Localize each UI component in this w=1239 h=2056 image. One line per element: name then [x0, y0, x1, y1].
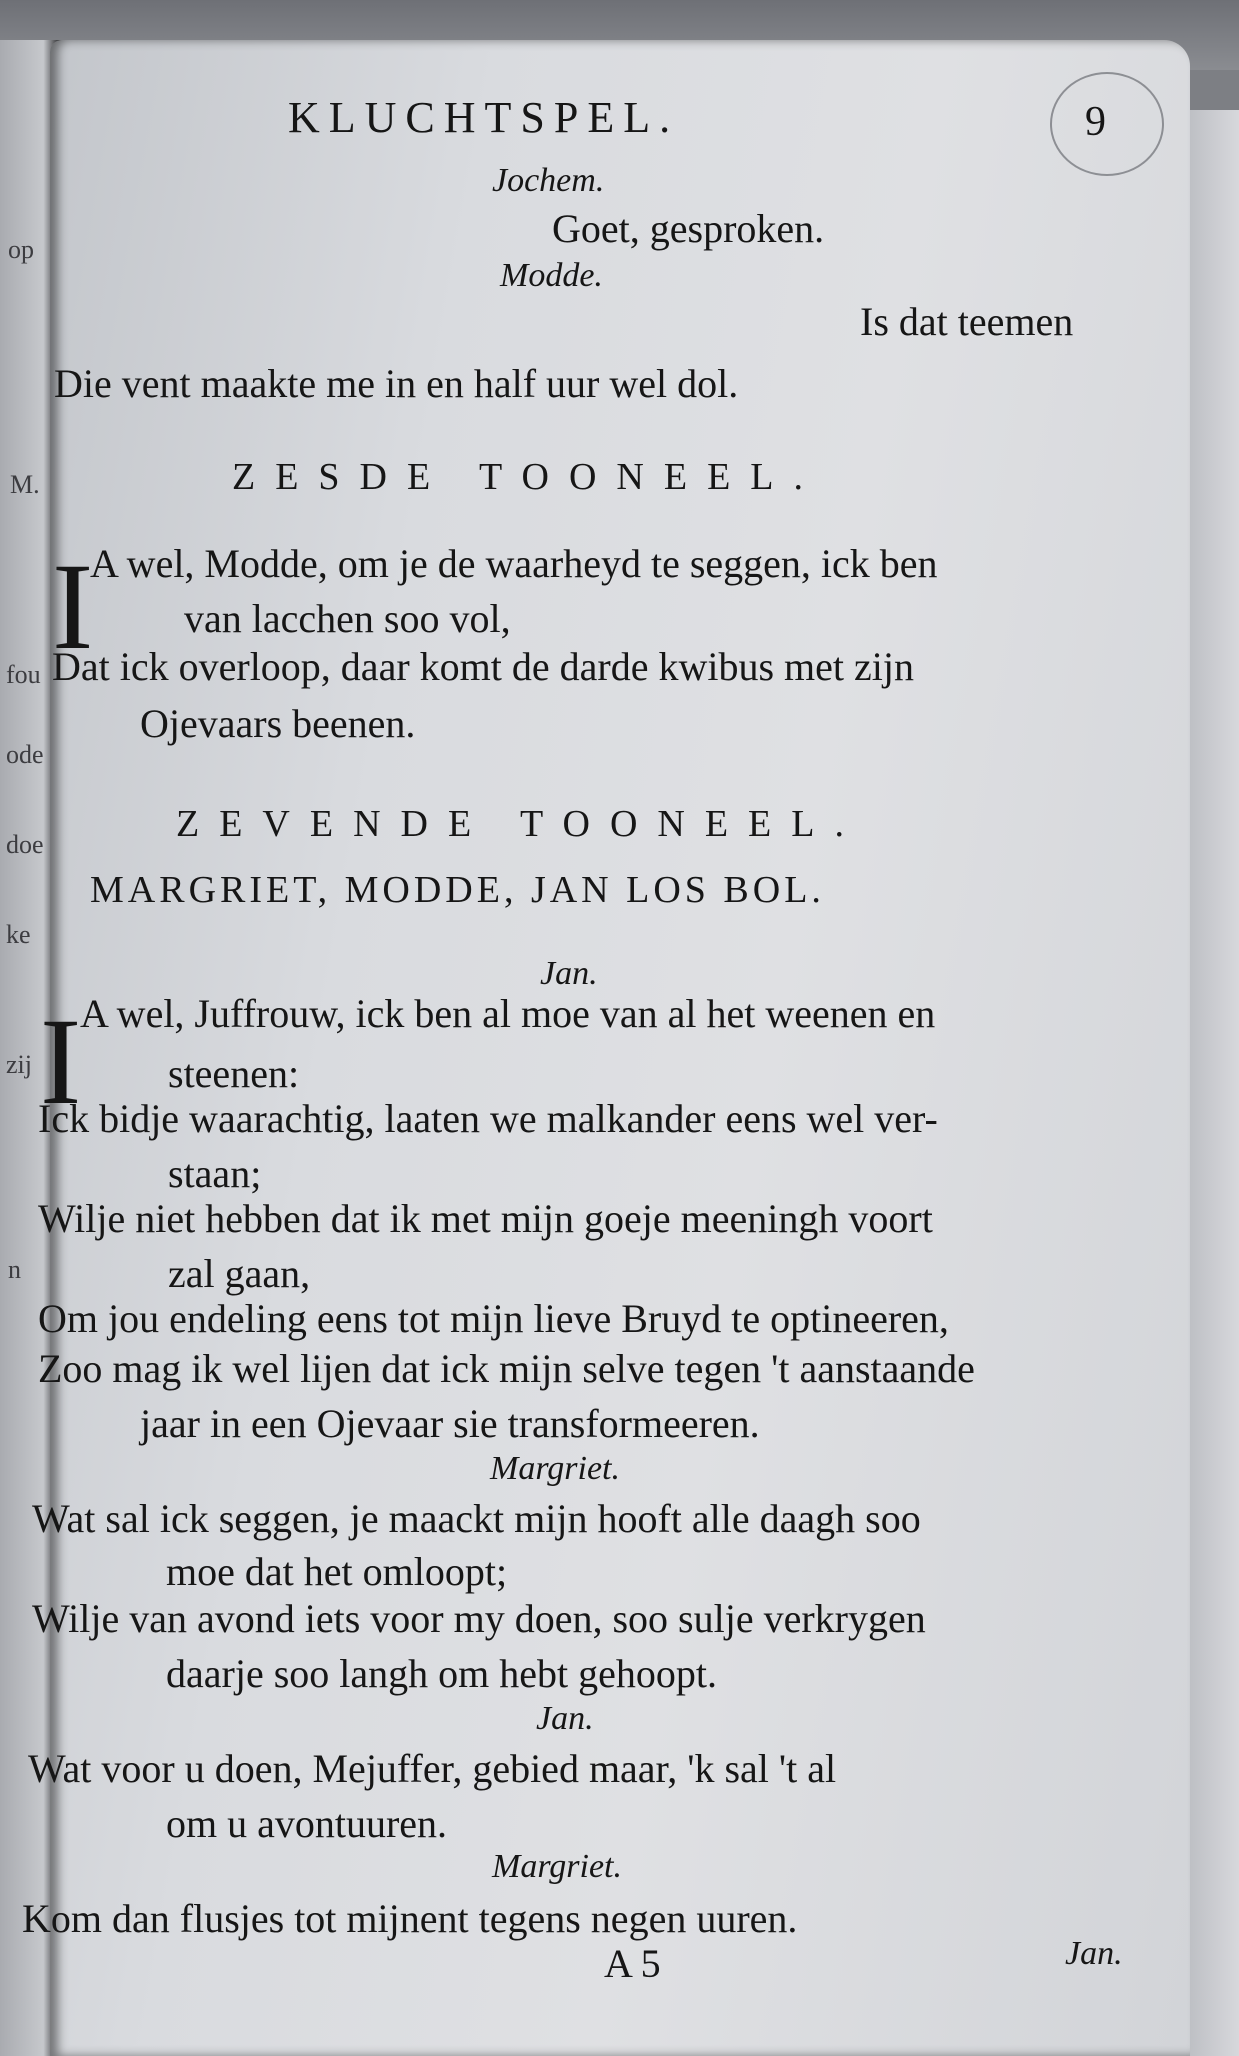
facing-page-fragment: ke	[6, 920, 31, 949]
text-line: van lacchen soo vol,	[184, 596, 511, 641]
facing-page-fragment: op	[8, 235, 34, 264]
facing-page-fragment: doe	[6, 830, 44, 859]
speaker-name: Jan.	[536, 1700, 594, 1737]
text-line: Wilje niet hebben dat ik met mijn goeje meeningh voort	[38, 1196, 933, 1241]
text-line: om u avontuuren.	[166, 1801, 448, 1846]
page-number-circle	[1050, 72, 1164, 176]
text-line: jaar in een Ojevaar sie transformeeren.	[140, 1401, 760, 1446]
text-line: zal gaan,	[168, 1251, 311, 1296]
text-line: Kom dan flusjes tot mijnent tegens negen uuren.	[22, 1896, 798, 1941]
text-line: staan;	[168, 1151, 262, 1196]
facing-page-fragment: zij	[6, 1050, 32, 1079]
text-line: Wat voor u doen, Mejuffer, gebied maar, 'k sal 't al	[28, 1746, 837, 1791]
signature-mark: A 5	[604, 1941, 661, 1986]
catchword: Jan.	[1065, 1935, 1123, 1972]
speaker-name: Modde.	[500, 257, 603, 294]
text-line: Wilje van avond iets voor my doen, soo sulje verkrygen	[32, 1596, 926, 1641]
text-line: steenen:	[168, 1051, 300, 1096]
speaker-name: Margriet.	[492, 1848, 623, 1885]
facing-page-fragment: ode	[6, 740, 44, 769]
text-line: Zoo mag ik wel lijen dat ick mijn selve tegen 't aanstaande	[38, 1346, 975, 1391]
facing-page-fragment: fou	[6, 660, 41, 689]
facing-page-fragment: n	[8, 1255, 21, 1284]
scene-title: ZEVENDE TOONEEL.	[176, 803, 864, 845]
page-number: 9	[1085, 99, 1106, 145]
text-line: Ojevaars beenen.	[140, 701, 416, 746]
speaker-name: Jochem.	[492, 162, 605, 199]
text-line: Om jou endeling eens tot mijn lieve Bruyd te optineeren,	[38, 1296, 949, 1341]
drop-cap: I	[52, 538, 94, 675]
text-line: Die vent maakte me in en half uur wel dol.	[54, 361, 739, 406]
text-line: Dat ick overloop, daar komt de darde kwibus met zijn	[52, 644, 914, 689]
text-line: A wel, Modde, om je de waarheyd te seggen, ick ben	[90, 541, 938, 586]
text-line: A wel, Juffrouw, ick ben al moe van al het weenen en	[80, 991, 936, 1036]
cast-list: MARGRIET, MODDE, JAN LOS BOL.	[90, 869, 825, 911]
speaker-name: Margriet.	[490, 1450, 621, 1487]
text-line: moe dat het omloopt;	[166, 1549, 508, 1594]
text-line: daarje soo langh om hebt gehoopt.	[166, 1651, 717, 1696]
speaker-name: Jan.	[540, 955, 598, 992]
drop-cap: I	[40, 993, 82, 1130]
text-line: Goet, gesproken.	[552, 206, 825, 251]
text-line: Wat sal ick seggen, je maackt mijn hooft alle daagh soo	[32, 1496, 921, 1541]
scene-title: ZESDE TOONEEL.	[232, 456, 824, 498]
text-line: Is dat teemen	[860, 299, 1074, 344]
running-head: KLUCHTSPEL.	[288, 93, 680, 142]
text-line: Ick bidje waarachtig, laaten we malkander eens wel ver-	[38, 1096, 938, 1141]
facing-page-fragment: M.	[10, 470, 40, 499]
